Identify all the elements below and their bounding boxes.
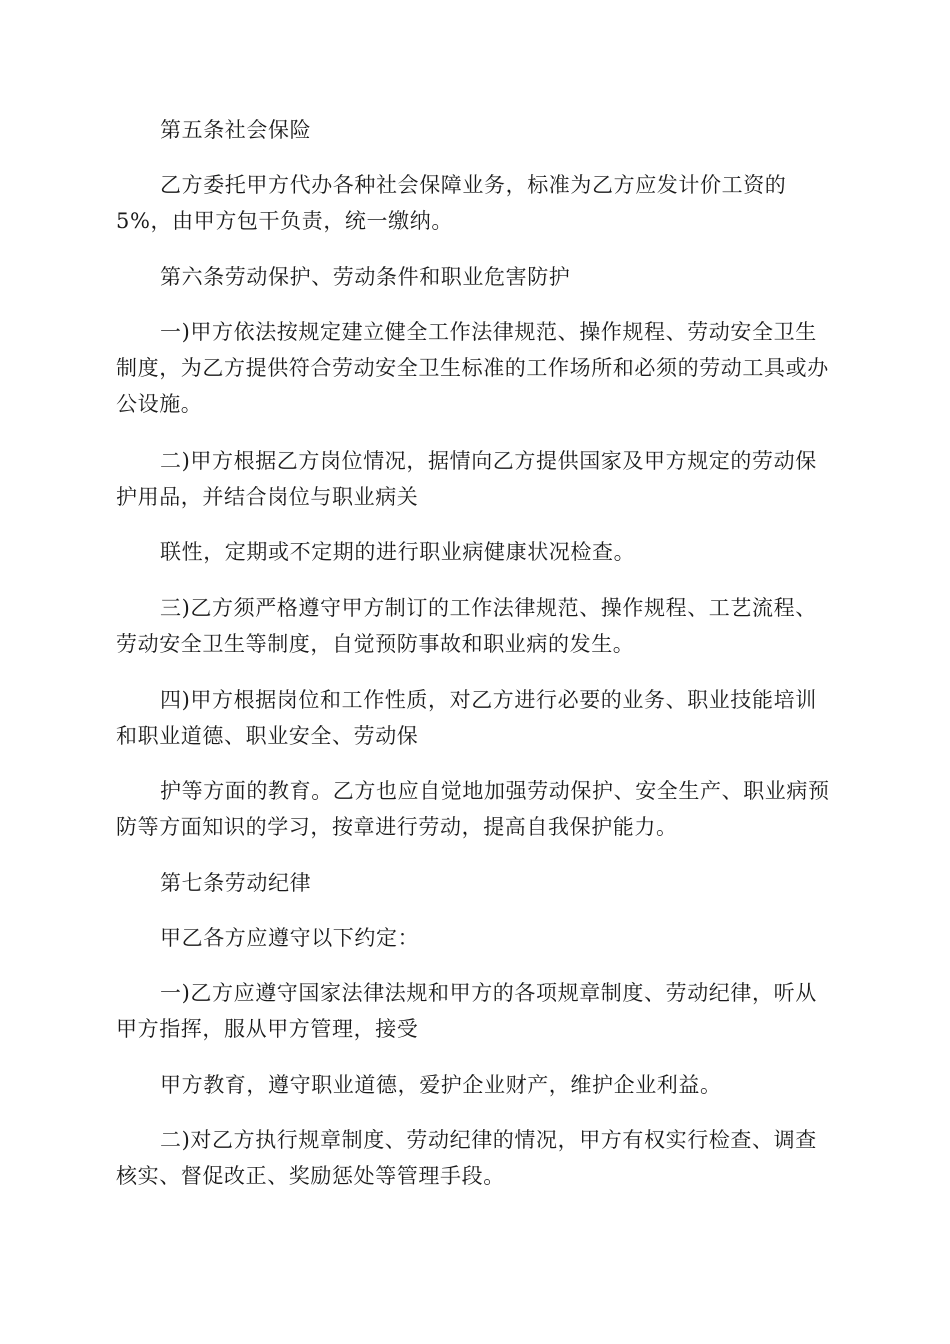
paragraph-6-3: 三)乙方须严格遵守甲方制订的工作法律规范、操作规程、工艺流程、劳动安全卫生等制度，自觉预防事故和职业病的发生。 [116,596,817,656]
paragraph-6-1: 一)甲方依法按规定建立健全工作法律规范、操作规程、劳动安全卫生制度，为乙方提供符合劳动安全卫生标准的工作场所和必须的劳动工具或办公设施。 [116,320,829,416]
article-5-heading: 第五条社会保险 [160,118,312,142]
paragraph-social-insurance: 乙方委托甲方代办各种社会保障业务，标准为乙方应发计价工资的5%，由甲方包干负责，统一缴纳。 [116,173,787,233]
paragraph-7-intro: 甲乙各方应遵守以下约定： [160,926,420,950]
paragraph-7-2: 二)对乙方执行规章制度、劳动纪律的情况，甲方有权实行检查、调查核实、督促改正、奖励惩处等管理手段。 [116,1128,817,1188]
article-7-heading: 第七条劳动纪律 [160,871,312,895]
paragraph-6-4: 四)甲方根据岗位和工作性质，对乙方进行必要的业务、职业技能培训和职业道德、职业安全、劳动保 [116,688,817,748]
article-6-heading: 第六条劳动保护、劳动条件和职业危害防护 [160,265,571,289]
paragraph-7-1-continued: 甲方教育，遵守职业道德，爱护企业财产，维护企业利益。 [160,1073,722,1097]
paragraph-6-2: 二)甲方根据乙方岗位情况，据情向乙方提供国家及甲方规定的劳动保护用品，并结合岗位与职业病关 [116,449,817,509]
paragraph-7-1: 一)乙方应遵守国家法律法规和甲方的各项规章制度、劳动纪律，听从甲方指挥，服从甲方管理，接受 [116,981,817,1041]
paragraph-6-4-continued: 护等方面的教育。乙方也应自觉地加强劳动保护、安全生产、职业病预防等方面知识的学习，按章进行劳动，提高自我保护能力。 [116,779,830,839]
paragraph-6-2-continued: 联性，定期或不定期的进行职业病健康状况检查。 [160,540,636,564]
